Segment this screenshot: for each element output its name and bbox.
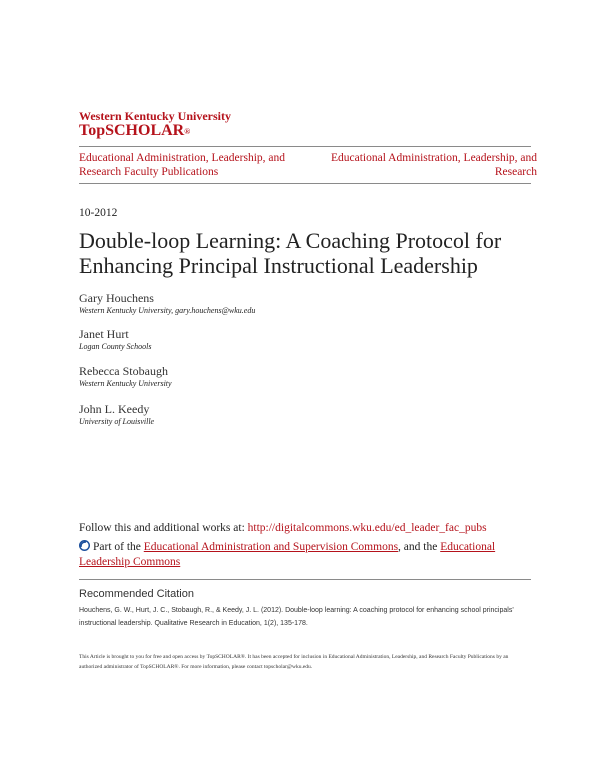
collection-link-left[interactable]: Educational Administration, Leadership, and Research Faculty Publications [79, 152, 285, 178]
commons-network-icon [79, 540, 90, 551]
author-name: Gary Houchens [79, 291, 154, 305]
repository-name: TopSCHOLAR [79, 122, 185, 139]
access-notice: This Article is brought to you for free and open access by TopSCHOLAR®. It has been accepted for inclusion in Educational Administration, Leadership, and Research Faculty Publications by an authorized administrator of TopSCHOLAR®. For more information, please contact topscholar@wku.edu. [79, 654, 509, 670]
author-affiliation: Western Kentucky University [79, 379, 172, 388]
header-repository[interactable] [79, 122, 190, 140]
author-affiliation: Western Kentucky University, gary.houchens@wku.edu [79, 306, 256, 315]
commons-link-admin-supervision[interactable]: Educational Administration and Supervision Commons [143, 541, 399, 553]
commons-link-educational-leadership[interactable]: Educational Leadership Commons [79, 541, 496, 568]
follow-url-link[interactable]: http://digitalcommons.wku.edu/ed_leader_fac_pubs [247, 522, 487, 534]
author-name: John L. Keedy [79, 402, 150, 416]
publication-date: 10-2012 [79, 207, 118, 219]
author-block [79, 364, 172, 389]
author-block [79, 402, 154, 427]
article-title: Double-loop Learning: A Coaching Protocol for Enhancing Principal Instructional Leadership [79, 228, 502, 278]
collection-link-right[interactable]: Educational Administration, Leadership, and Research [331, 152, 537, 178]
citation-rule [79, 579, 531, 580]
header-rule [79, 146, 531, 147]
collections-rule [79, 183, 531, 184]
recommended-citation-text: Houchens, G. W., Hurt, J. C., Stobaugh, R., & Keedy, J. L. (2012). Double-loop learning: A coaching protocol for enhancing school principals' instructional leadership. Qualitative Research in Education, 1(2), 135-178. [79, 607, 514, 627]
follow-line [79, 521, 549, 535]
author-block [79, 291, 255, 316]
part-of-middle: , and the [398, 541, 441, 553]
registered-mark: ® [184, 127, 191, 136]
author-name: Rebecca Stobaugh [79, 364, 168, 378]
part-of-prefix: Part of the [93, 541, 144, 553]
author-affiliation: Logan County Schools [79, 342, 152, 351]
author-name: Janet Hurt [79, 327, 129, 341]
author-affiliation: University of Louisville [79, 417, 155, 426]
part-of-line [79, 540, 509, 570]
follow-prefix: Follow this and additional works at: [79, 522, 248, 534]
recommended-citation-heading: Recommended Citation [79, 588, 194, 600]
header-institution: Western Kentucky University [79, 109, 231, 123]
author-block [79, 327, 151, 352]
